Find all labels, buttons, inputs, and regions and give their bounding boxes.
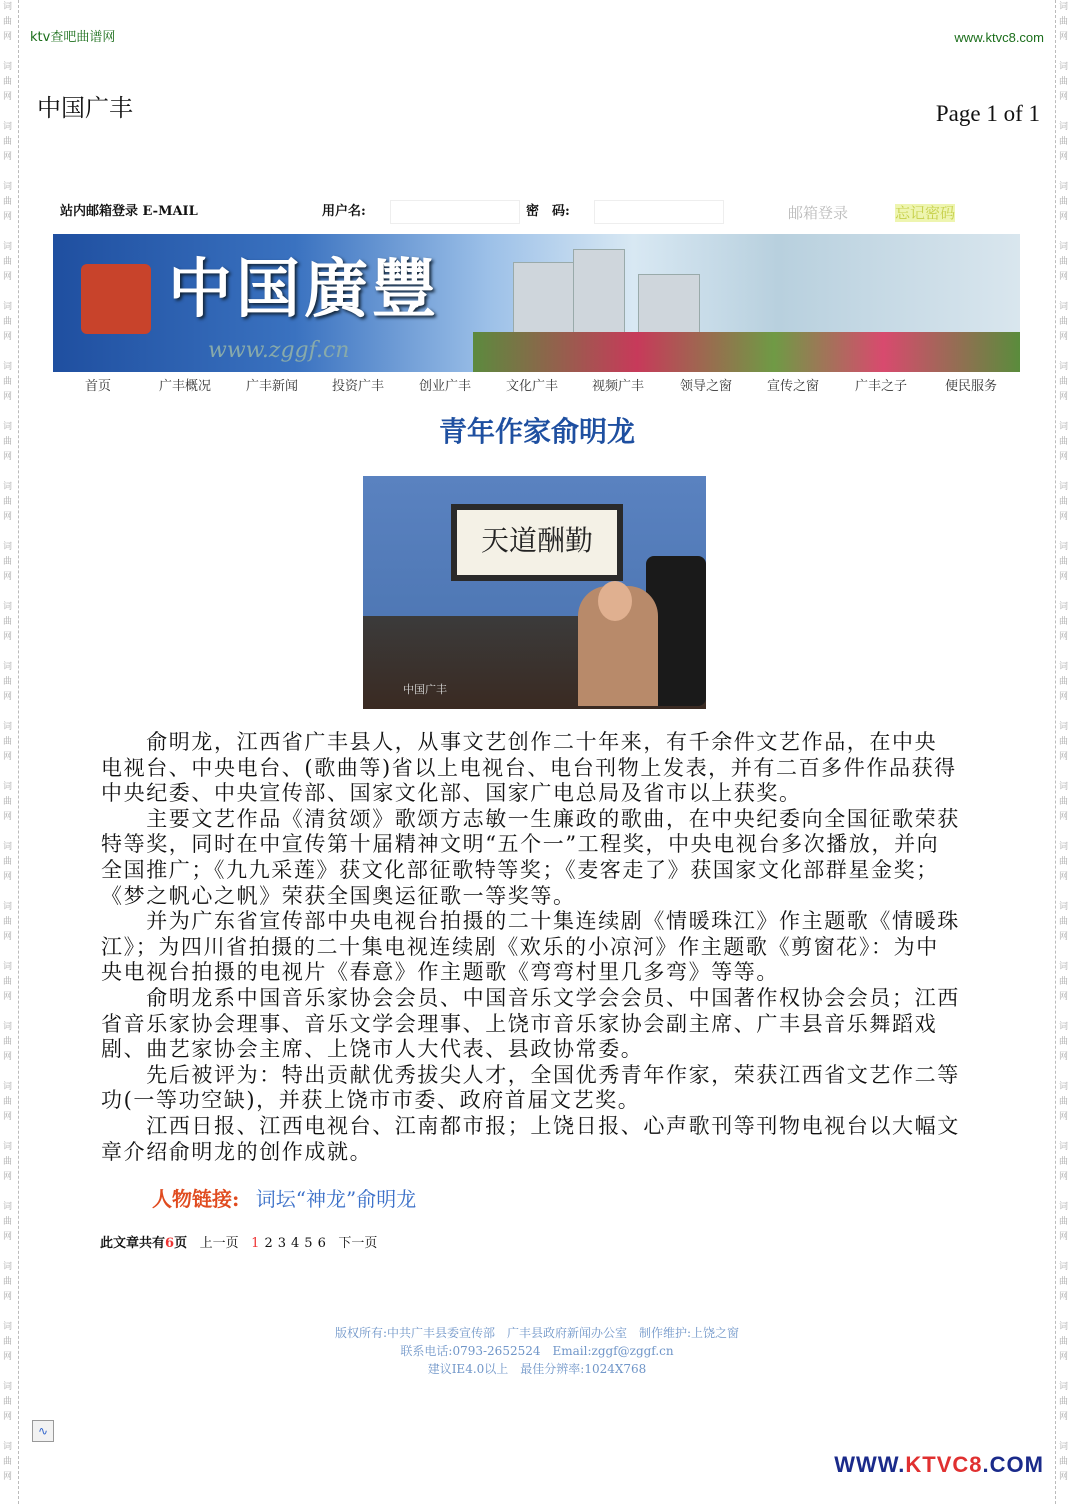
pager-prefix: 此文章共有: [100, 1236, 166, 1251]
site-logo: 中国廣豐: [168, 252, 440, 327]
watermark-text: 词曲网: [1059, 182, 1069, 222]
watermark-text: 词曲网: [3, 902, 13, 942]
nav-item[interactable]: 领导之窗: [680, 379, 733, 394]
watermark-text: 词曲网: [3, 602, 13, 642]
watermark-text: 词曲网: [1059, 602, 1069, 642]
watermark-text: 词曲网: [1059, 782, 1069, 822]
right-margin-watermark: [1055, 0, 1074, 1504]
calligraphy-frame: 天道酬勤: [451, 504, 623, 581]
watermark-text: 词曲网: [1059, 842, 1069, 882]
image-placeholder-icon: ∿: [32, 1420, 54, 1442]
nav-item[interactable]: 广丰新闻: [246, 379, 299, 394]
watermark-text: 词曲网: [3, 482, 13, 522]
article-line: 江》；为四川省拍摄的二十集电视连续剧《欢乐的小凉河》作主题歌《剪窗花》：为中: [101, 934, 939, 959]
footer-contact: 联系电话:0793-2652524 Email:zggf@zggf.cn: [400, 1344, 674, 1358]
page-number: Page 1 of 1: [935, 101, 1040, 126]
footer: [0, 1324, 1074, 1378]
username-label: 用户名:: [322, 204, 366, 219]
nav-item[interactable]: 投资广丰: [332, 379, 385, 394]
article-line: 先后被评为：特出贡献优秀拔尖人才，全国优秀青年作家，荣获江西省文艺作二等: [101, 1062, 960, 1087]
watermark-text: 词曲网: [3, 1142, 13, 1182]
watermark-text: 词曲网: [3, 302, 13, 342]
watermark-text: 词曲网: [1059, 1382, 1069, 1422]
article-line: 中央纪委、中央宣传部、国家文化部、国家广电总局及省市以上获奖。: [101, 781, 802, 806]
nav-item[interactable]: 视频广丰: [592, 379, 645, 394]
watermark-text: 词曲网: [3, 1442, 13, 1482]
watermark-text: 词曲网: [1059, 62, 1069, 102]
watermark-text: 词曲网: [3, 1322, 13, 1362]
person-link-label: 人物链接:: [152, 1187, 240, 1211]
watermark-text: 词曲网: [3, 1262, 13, 1302]
page-link[interactable]: 3: [277, 1236, 286, 1251]
watermark-text: 词曲网: [3, 542, 13, 582]
watermark-text: 词曲网: [1059, 1202, 1069, 1242]
article-line: 全国推广；《九九采莲》获文化部征歌特等奖；《麦客走了》获国家文化部群星金奖；: [101, 857, 939, 882]
article-line: 并为广东省宣传部中央电视台拍摄的二十集连续剧《情暖珠江》作主题歌《情暖珠: [101, 909, 960, 934]
watermark-text: 词曲网: [1059, 362, 1069, 402]
password-label: 密 码:: [526, 204, 570, 219]
nav-item[interactable]: 广丰概况: [159, 379, 212, 394]
left-margin-watermark: [0, 0, 19, 1504]
watermark-text: 词曲网: [3, 122, 13, 162]
watermark-text: 词曲网: [3, 2, 13, 42]
nav-item[interactable]: 创业广丰: [419, 379, 472, 394]
page-link[interactable]: 2: [264, 1236, 273, 1251]
watermark-text: 词曲网: [1059, 482, 1069, 522]
watermark-text: 词曲网: [1059, 1022, 1069, 1062]
watermark-text: 词曲网: [1059, 1142, 1069, 1182]
person-link[interactable]: 词坛“神龙”俞明龙: [255, 1187, 417, 1211]
article-line: 俞明龙，江西省广丰县人，从事文艺创作二十年来，有千余件文艺作品，在中央: [101, 730, 938, 754]
article-body: [101, 730, 971, 1165]
article-line: 特等奖，同时在中宣传第十届精神文明“五个一”工程奖，中央电视台多次播放，并向: [101, 832, 940, 857]
logo-url: www.zggf.cn: [208, 338, 350, 363]
watermark-text: 词曲网: [3, 1082, 13, 1122]
pager-suffix: 页: [174, 1236, 188, 1251]
watermark-text: 词曲网: [3, 1382, 13, 1422]
password-input[interactable]: [594, 200, 724, 224]
article-line: 江西日报、江西电视台、江南都市报；上饶日报、心声歌刊等刊物电视台以大幅文: [101, 1113, 960, 1138]
watermark-text: 词曲网: [3, 422, 13, 462]
nav-item[interactable]: 首页: [85, 379, 112, 394]
watermark-text: 词曲网: [1059, 242, 1069, 282]
watermark-text: 词曲网: [1059, 722, 1069, 762]
prev-page-link[interactable]: 上一页: [199, 1236, 239, 1251]
next-page-link[interactable]: 下一页: [338, 1236, 378, 1251]
site-banner: [53, 234, 1020, 372]
watermark-text: 词曲网: [3, 182, 13, 222]
watermark-text: 词曲网: [1059, 122, 1069, 162]
watermark-text: 词曲网: [1059, 302, 1069, 342]
header-site-name: ktv查吧曲谱网: [30, 30, 116, 45]
watermark-text: 词曲网: [1059, 1322, 1069, 1362]
pagination: [100, 1235, 380, 1253]
watermark-text: 词曲网: [1059, 962, 1069, 1002]
document-title: 中国广丰: [37, 94, 133, 122]
article-line: 俞明龙系中国音乐家协会会员、中国音乐文学会会员、中国著作权协会会员；江西: [101, 985, 960, 1010]
article-line: 主要文艺作品《清贫颂》歌颂方志敏一生廉政的歌曲，在中央纪委向全国征歌荣获: [101, 806, 960, 831]
article-line: 章介绍俞明龙的创作成就。: [101, 1139, 373, 1164]
article-line: 《梦之帆心之帆》荣获全国奥运征歌一等奖等。: [101, 883, 576, 908]
watermark-text: 词曲网: [3, 962, 13, 1002]
article-title: 青年作家俞明龙: [438, 415, 635, 448]
watermark-text: 词曲网: [1059, 422, 1069, 462]
article-line: 省音乐家协会理事、音乐文学会理事、上饶市音乐家协会副主席、广丰县音乐舞蹈戏: [101, 1011, 938, 1036]
watermark-text: 词曲网: [1059, 1262, 1069, 1302]
logo-seal: [81, 264, 151, 334]
watermark-text: 词曲网: [3, 1202, 13, 1242]
watermark-text: 词曲网: [3, 242, 13, 282]
watermark-text: 词曲网: [3, 62, 13, 102]
article-line: 央电视台拍摄的电视片《春意》作主题歌《弯弯村里几多弯》等等。: [101, 960, 779, 985]
page-link[interactable]: 1: [251, 1236, 260, 1251]
email-login-button[interactable]: 邮箱登录: [788, 204, 849, 222]
forgot-password-button[interactable]: 忘记密码: [895, 204, 956, 222]
photo-caption: 中国广丰: [403, 683, 447, 696]
watermark-text: 词曲网: [1059, 902, 1069, 942]
pager-total: 6: [165, 1236, 175, 1251]
watermark-text: 词曲网: [3, 842, 13, 882]
page-link[interactable]: 4: [291, 1236, 300, 1251]
watermark-text: 词曲网: [3, 362, 13, 402]
watermark-text: 词曲网: [1059, 1082, 1069, 1122]
nav-item[interactable]: 便民服务: [945, 379, 998, 394]
article-photo: [363, 476, 706, 709]
person-link-row: [152, 1186, 416, 1212]
article-line: 功(一等功空缺)，并获上饶市市委、政府首届文艺奖。: [101, 1088, 641, 1113]
watermark-text: 词曲网: [3, 1022, 13, 1062]
watermark-text: 词曲网: [3, 722, 13, 762]
article-line: 剧、曲艺家协会主席、上饶市人大代表、县政协常委。: [101, 1037, 644, 1062]
watermark-text: 词曲网: [1059, 1442, 1069, 1482]
nav-item[interactable]: 宣传之窗: [767, 379, 820, 394]
header-site-url[interactable]: www.ktvc8.com: [954, 30, 1044, 45]
article-line: 电视台、中央电台、(歌曲等)省以上电视台、电台刊物上发表，并有二百多件作品获得: [101, 755, 957, 780]
footer-browser-note: 建议IE4.0以上 最佳分辨率:1024X768: [427, 1362, 647, 1376]
page-link[interactable]: 5: [304, 1236, 313, 1251]
watermark-text: 词曲网: [1059, 542, 1069, 582]
nav-item[interactable]: 文化广丰: [506, 379, 559, 394]
watermark-text: 词曲网: [3, 662, 13, 702]
username-input[interactable]: [390, 200, 520, 224]
watermark-text: 词曲网: [1059, 662, 1069, 702]
email-login-bar: [60, 200, 1024, 232]
watermark-text: 词曲网: [3, 782, 13, 822]
brand-logo: WWW.KTVC8.COM: [834, 1452, 1044, 1477]
page-link[interactable]: 6: [317, 1236, 326, 1251]
login-label: 站内邮箱登录 E-MAIL: [60, 204, 198, 219]
nav-item[interactable]: 广丰之子: [855, 379, 908, 394]
main-nav: [53, 378, 1020, 400]
footer-copyright: 版权所有:中共广丰县委宣传部 广丰县政府新闻办公室 制作维护:上饶之窗: [334, 1326, 740, 1340]
watermark-text: 词曲网: [1059, 2, 1069, 42]
